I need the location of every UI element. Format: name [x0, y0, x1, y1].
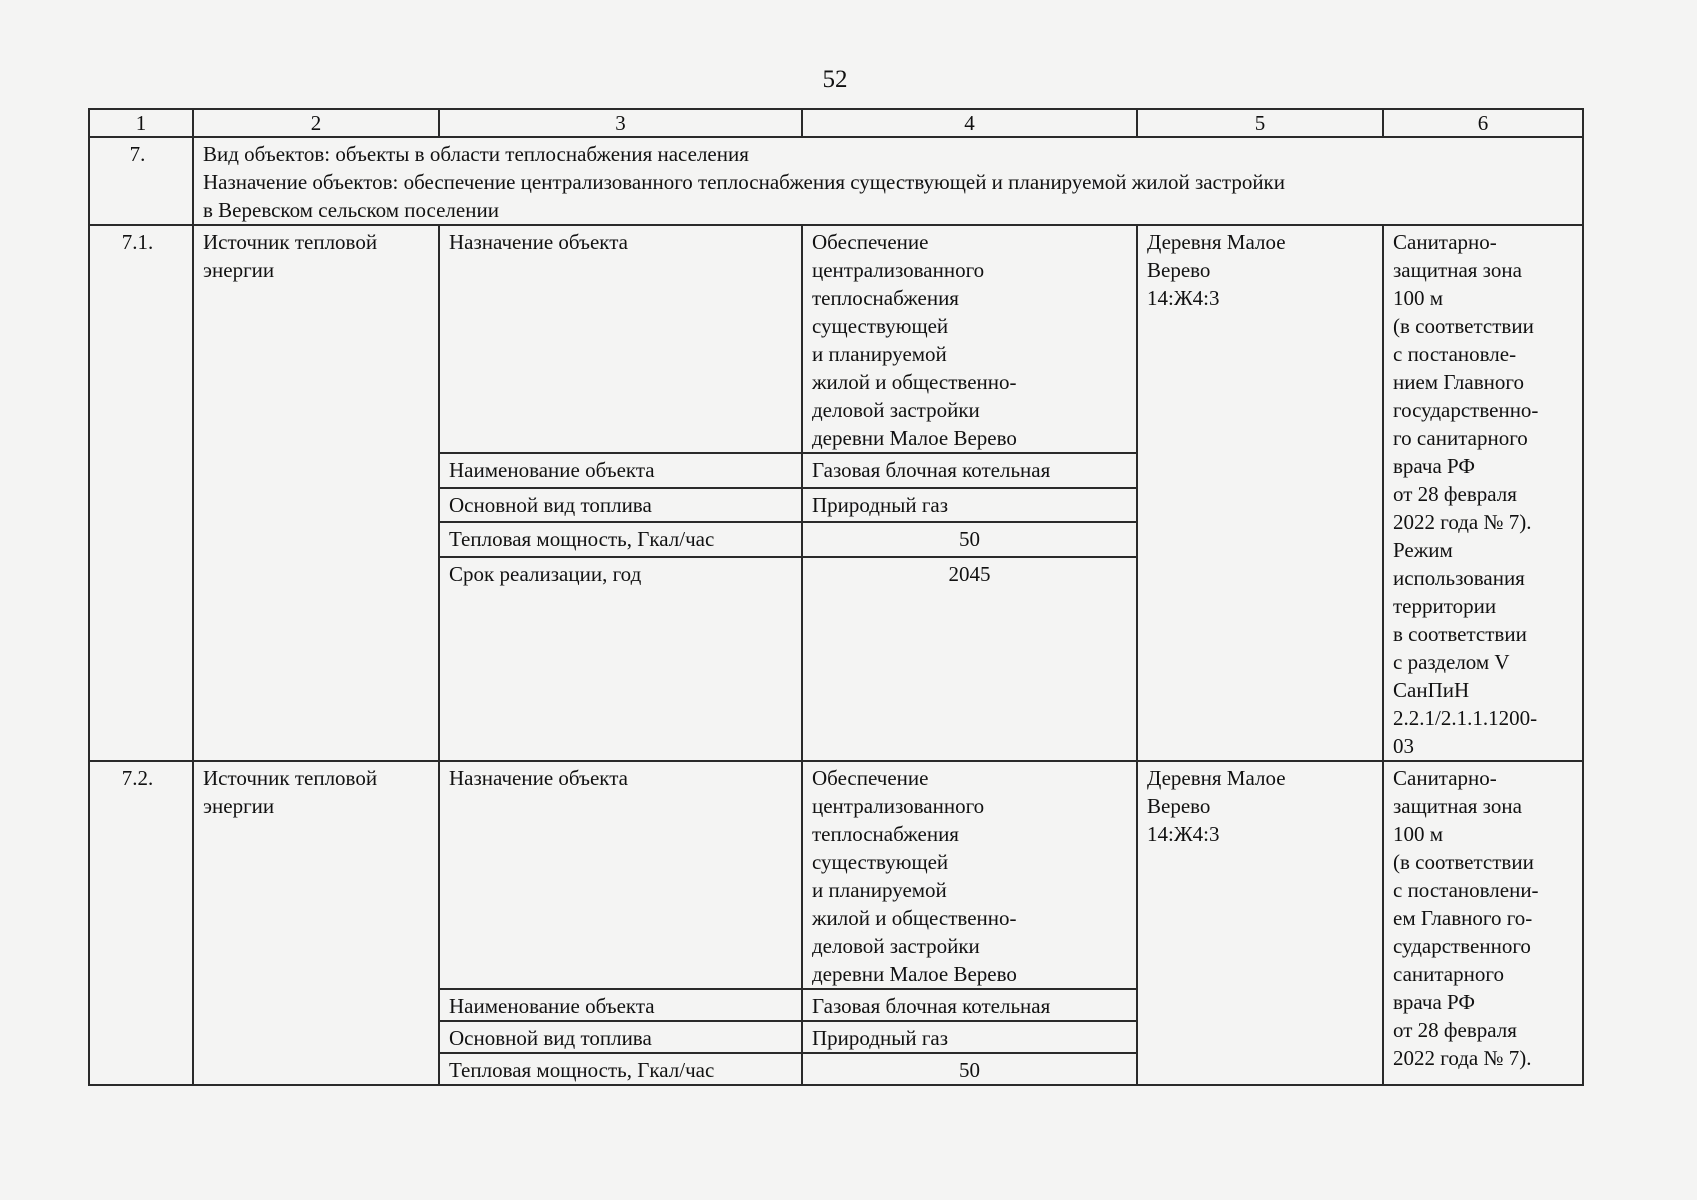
header-cell: 6 — [1383, 109, 1583, 137]
row-number: 7.2. — [89, 761, 193, 1085]
object-type: Источник тепловой энергии — [193, 761, 439, 1085]
param-label: Тепловая мощность, Гкал/час — [439, 522, 802, 557]
header-cell: 3 — [439, 109, 802, 137]
param-value: Обеспечение централизованного теплоснабжения существующей и планируемой жилой и общественно- деловой застройки деревни Малое Верево — [802, 225, 1137, 453]
param-label: Тепловая мощность, Гкал/час — [439, 1053, 802, 1085]
section-number: 7. — [89, 137, 193, 225]
param-label: Наименование объекта — [439, 989, 802, 1021]
section-purpose: Назначение объектов: обеспечение централизованного теплоснабжения существующей и планируемой жилой застройки — [203, 170, 1285, 194]
header-cell: 4 — [802, 109, 1137, 137]
section-row — [89, 137, 1583, 225]
param-label: Назначение объекта — [439, 761, 802, 989]
param-label: Основной вид топлива — [439, 1021, 802, 1053]
table-row — [89, 761, 1583, 989]
object-type: Источник тепловой энергии — [193, 225, 439, 761]
param-label: Основной вид топлива — [439, 488, 802, 523]
param-value: 50 — [802, 1053, 1137, 1085]
section-kind: Вид объектов: объекты в области теплоснабжения населения — [203, 142, 749, 166]
table-row — [89, 225, 1583, 453]
param-value: 2045 — [802, 557, 1137, 761]
header-cell: 1 — [89, 109, 193, 137]
table-header-row — [89, 109, 1583, 137]
param-label: Срок реализации, год — [439, 557, 802, 761]
objects-table — [88, 108, 1584, 1086]
param-value: Газовая блочная котельная — [802, 989, 1137, 1021]
zone-info: Санитарно- защитная зона 100 м (в соответствии с постановле- нием Главного государственно- го санитарного врача РФ от 28 февраля 2022 года № 7). Режим использования территории в соответствии с разделом V СанПиН 2.2.1/2.1.1.1200- 03 — [1383, 225, 1583, 761]
row-number: 7.1. — [89, 225, 193, 761]
param-value: 50 — [802, 522, 1137, 557]
object-location: Деревня Малое Верево 14:Ж4:3 — [1137, 225, 1383, 761]
zone-info: Санитарно- защитная зона 100 м (в соответствии с постановлени- ем Главного го- сударственного санитарного врача РФ от 28 февраля 2022 года № 7). — [1383, 761, 1583, 1085]
param-value: Природный газ — [802, 1021, 1137, 1053]
object-location: Деревня Малое Верево 14:Ж4:3 — [1137, 761, 1383, 1085]
param-value: Газовая блочная котельная — [802, 453, 1137, 488]
param-label: Назначение объекта — [439, 225, 802, 453]
section-title — [193, 137, 1583, 225]
param-value: Обеспечение централизованного теплоснабжения существующей и планируемой жилой и общественно- деловой застройки деревни Малое Верево — [802, 761, 1137, 989]
header-cell: 2 — [193, 109, 439, 137]
page-number: 52 — [822, 66, 848, 93]
param-value: Природный газ — [802, 488, 1137, 523]
section-purpose-cont: в Веревском сельском поселении — [203, 198, 499, 222]
param-label: Наименование объекта — [439, 453, 802, 488]
header-cell: 5 — [1137, 109, 1383, 137]
